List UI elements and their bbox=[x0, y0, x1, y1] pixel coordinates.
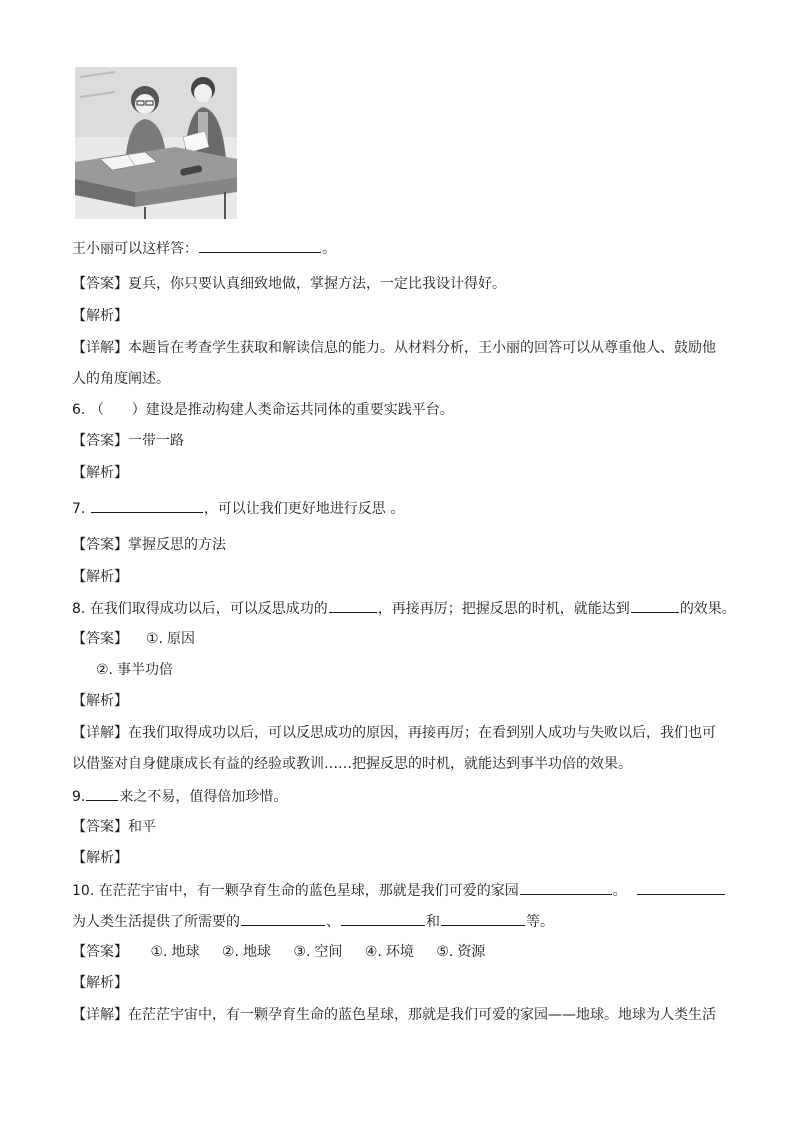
question-text: 、 bbox=[326, 914, 340, 930]
option-text: 原因 bbox=[167, 631, 196, 647]
q7-analysis bbox=[72, 567, 734, 587]
q10-blank-2[interactable] bbox=[637, 880, 725, 895]
answer-label: 【答案】 bbox=[72, 631, 128, 647]
q10-detail-line1 bbox=[72, 1005, 734, 1025]
option-text: 地球 bbox=[171, 944, 200, 960]
detail-text: 本题旨在考查学生获取和解读信息的能力。从材料分析，王小丽的回答可以从尊重他人、鼓励他 bbox=[128, 340, 716, 356]
q5-prompt-end: 。 bbox=[322, 241, 336, 257]
q8-blank-2[interactable] bbox=[631, 598, 679, 613]
option-4 bbox=[365, 942, 414, 962]
option-5 bbox=[436, 942, 485, 962]
analysis-label: 【解析】 bbox=[72, 975, 128, 991]
q9-question bbox=[72, 786, 734, 807]
q7-question bbox=[72, 498, 734, 519]
question-text: 来之不易，值得倍加珍惜。 bbox=[119, 789, 288, 805]
option-3 bbox=[293, 942, 342, 962]
q7-answer bbox=[72, 535, 734, 555]
detail-text: 在茫茫宇宙中，有一颗孕育生命的蓝色星球，那就是我们可爱的家园——地球。地球为人类生活 bbox=[128, 1007, 716, 1023]
q10-question-line1 bbox=[72, 880, 734, 901]
q5-detail-line2 bbox=[72, 369, 734, 389]
q10-blank-5[interactable] bbox=[441, 911, 525, 926]
q8-blank-1[interactable] bbox=[329, 598, 377, 613]
question-text: 在我们取得成功以后，可以反思成功的 bbox=[89, 601, 328, 617]
option-text: 事半功倍 bbox=[117, 662, 174, 678]
q5-blank[interactable] bbox=[199, 238, 321, 253]
option-mark: ③. bbox=[293, 944, 311, 960]
option-mark: ②. bbox=[221, 944, 239, 960]
analysis-label: 【解析】 bbox=[72, 569, 128, 585]
option-1 bbox=[150, 942, 199, 962]
q10-blank-4[interactable] bbox=[341, 911, 425, 926]
answer-label: 【答案】 bbox=[72, 433, 128, 449]
q5-prompt: 王小丽可以这样答： bbox=[72, 241, 198, 257]
q10-blank-1[interactable] bbox=[520, 880, 612, 895]
q8-detail-line1 bbox=[72, 723, 734, 743]
question-text: （ ）建设是推动构建人类命运共同体的重要实践平台。 bbox=[89, 402, 454, 418]
q6-answer bbox=[72, 431, 734, 451]
option-mark: ⑤. bbox=[436, 944, 454, 960]
analysis-label: 【解析】 bbox=[72, 693, 128, 709]
analysis-label: 【解析】 bbox=[72, 465, 128, 481]
question-text: 在茫茫宇宙中，有一颗孕育生命的蓝色星球，那就是我们可爱的家园 bbox=[98, 883, 519, 899]
detail-text: 人的角度阐述。 bbox=[72, 371, 170, 387]
q10-question-line2 bbox=[72, 911, 734, 932]
answer-label: 【答案】 bbox=[72, 819, 128, 835]
analysis-label: 【解析】 bbox=[72, 308, 128, 324]
answer-label: 【答案】 bbox=[72, 944, 128, 960]
q8-answer-2 bbox=[96, 660, 734, 680]
q5-answer bbox=[72, 274, 734, 294]
q10-answer bbox=[72, 942, 734, 962]
q10-blank-3[interactable] bbox=[241, 911, 325, 926]
q7-blank[interactable] bbox=[91, 498, 203, 513]
question-text: 。 bbox=[612, 883, 627, 899]
answer-label: 【答案】 bbox=[72, 276, 128, 292]
option-text: 资源 bbox=[457, 944, 486, 960]
option-text: 空间 bbox=[314, 944, 343, 960]
q8-answer bbox=[72, 629, 734, 649]
q5-analysis bbox=[72, 306, 734, 326]
question-number: 10. bbox=[72, 883, 95, 899]
question-number: 7. bbox=[72, 501, 86, 517]
detail-label: 【详解】 bbox=[72, 340, 128, 356]
question-number: 6. bbox=[72, 402, 86, 418]
q6-analysis bbox=[72, 463, 734, 483]
answer-text: 掌握反思的方法 bbox=[128, 537, 226, 553]
question-number: 9. bbox=[72, 789, 86, 805]
answer-text: 和平 bbox=[128, 819, 156, 835]
detail-label: 【详解】 bbox=[72, 725, 128, 741]
option-mark: ①. bbox=[150, 944, 168, 960]
question-text: 为人类生活提供了所需要的 bbox=[72, 914, 240, 930]
question-number: 8. bbox=[72, 601, 86, 617]
option-2 bbox=[222, 942, 271, 962]
option-text: 地球 bbox=[242, 944, 271, 960]
q8-question bbox=[72, 598, 734, 619]
question-text: ，再接再厉；把握反思的时机，就能达到 bbox=[377, 601, 630, 617]
q9-analysis bbox=[72, 848, 734, 868]
question-text: 的效果。 bbox=[679, 601, 736, 617]
analysis-label: 【解析】 bbox=[72, 850, 128, 866]
option-mark: ①. bbox=[146, 631, 164, 647]
detail-text: 在我们取得成功以后，可以反思成功的原因，再接再厉；在看到别人成功与失败以后，我们也可 bbox=[128, 725, 716, 741]
q10-analysis bbox=[72, 973, 734, 993]
q5-answer-prompt-line bbox=[72, 238, 734, 259]
q6-question bbox=[72, 400, 734, 420]
option-mark: ②. bbox=[96, 662, 114, 678]
answer-text: 一带一路 bbox=[128, 433, 184, 449]
answer-text: 夏兵，你只要认真细致地做，掌握方法，一定比我设计得好。 bbox=[128, 276, 506, 292]
detail-label: 【详解】 bbox=[72, 1007, 128, 1023]
q8-detail-line2 bbox=[72, 754, 734, 774]
question-text: 和 bbox=[426, 914, 440, 930]
option-text: 环境 bbox=[385, 944, 414, 960]
q9-blank[interactable] bbox=[86, 786, 118, 801]
answer-label: 【答案】 bbox=[72, 537, 128, 553]
q9-answer bbox=[72, 817, 734, 837]
classroom-illustration bbox=[75, 67, 237, 219]
question-text: ，可以让我们更好地进行反思 。 bbox=[203, 501, 405, 517]
detail-text: 以借鉴对自身健康成长有益的经验或教训……把握反思的时机，就能达到事半功倍的效果。 bbox=[72, 756, 632, 772]
q8-analysis bbox=[72, 691, 734, 711]
q5-detail-line1 bbox=[72, 338, 734, 358]
option-mark: ④. bbox=[364, 944, 382, 960]
question-text: 等。 bbox=[526, 914, 554, 930]
